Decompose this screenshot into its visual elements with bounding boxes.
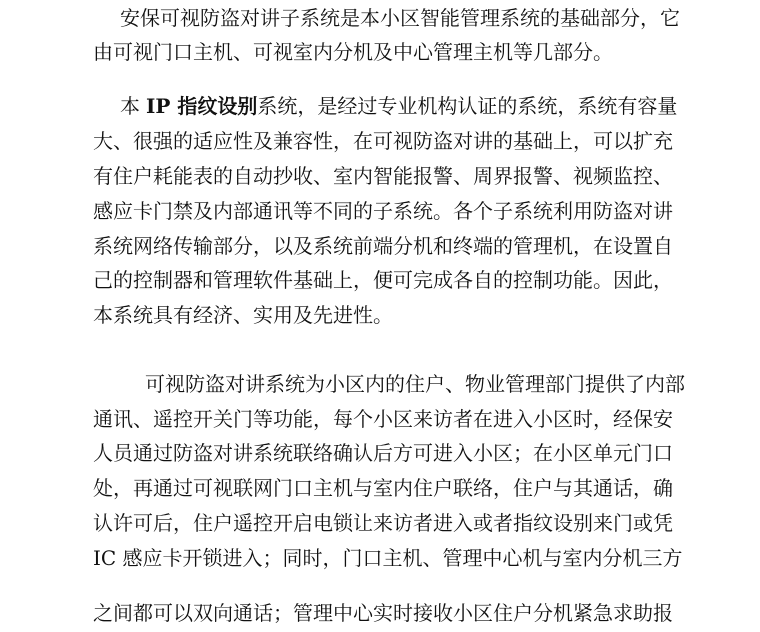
text-line: IC 感应卡开锁进入；同时，门口主机、管理中心机与室内分机三方 — [93, 546, 683, 570]
text-line: 由可视门口主机、可视室内分机及中心管理主机等几部分。 — [93, 40, 613, 64]
text-line: 有住户耗能表的自动抄收、室内智能报警、周界报警、视频监控、 — [93, 164, 673, 188]
text-lead: 本 — [120, 94, 140, 118]
text-line — [120, 91, 678, 121]
text-line: 感应卡门禁及内部通讯等不同的子系统。各个子系统利用防盗对讲 — [93, 199, 673, 223]
text-line: 己的控制器和管理软件基础上，便可完成各自的控制功能。因此， — [93, 268, 673, 292]
text-rest: 系统，是经过专业机构认证的系统，系统有容量 — [257, 94, 678, 118]
text-line: 安保可视防盗对讲子系统是本小区智能管理系统的基础部分，它 — [120, 6, 680, 30]
text-line: 系统网络传输部分，以及系统前端分机和终端的管理机，在设置自 — [93, 234, 673, 258]
text-line: 人员通过防盗对讲系统联络确认后方可进入小区；在小区单元门口 — [93, 441, 673, 465]
text-line: 通讯、遥控开关门等功能，每个小区来访者在进入小区时，经保安 — [93, 407, 673, 431]
text-line: 处，再通过可视联网门口主机与室内住户联络，住户与其通话，确 — [93, 476, 673, 500]
bold-term: IP 指纹设别 — [146, 94, 258, 118]
text-line: 之间都可以双向通话；管理中心实时接收小区住户分机紧急求助报 — [93, 601, 673, 625]
text-line: 认许可后，住户遥控开启电锁让来访者进入或者指纹设别来门或凭 — [93, 511, 673, 535]
text-line: 可视防盗对讲系统为小区内的住户、物业管理部门提供了内部 — [145, 372, 685, 396]
text-line: 大、很强的适应性及兼容性，在可视防盗对讲的基础上，可以扩充 — [93, 129, 673, 153]
text-line: 本系统具有经济、实用及先进性。 — [93, 303, 393, 327]
